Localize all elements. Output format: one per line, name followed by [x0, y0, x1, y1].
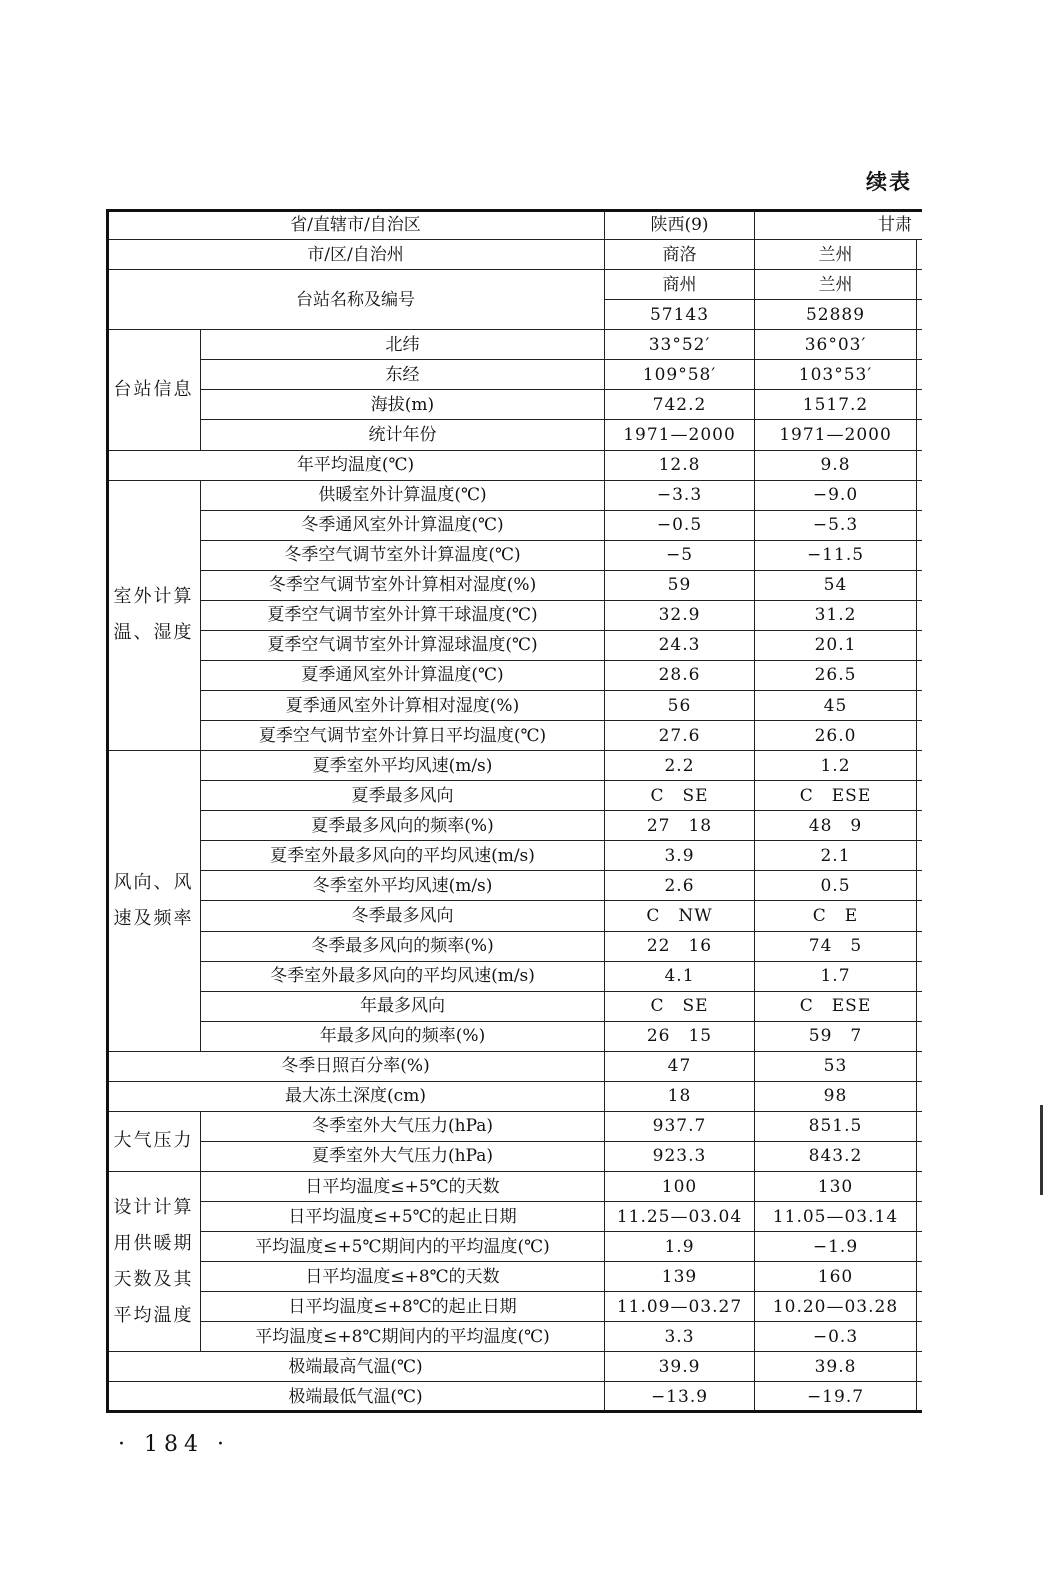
value-cell: 36°03′ [755, 330, 917, 360]
value-cell [917, 841, 923, 871]
group-wind: 风向、风速及频率 [107, 751, 201, 1052]
table-row [107, 1172, 923, 1202]
value-cell: 130 [755, 1172, 917, 1202]
table-row [107, 691, 923, 721]
value-cell: C E [755, 901, 917, 931]
row-label: 年最多风向的频率(%) [201, 1021, 605, 1051]
table-row [107, 991, 923, 1021]
value-cell: C SE [605, 781, 755, 811]
value-cell: C ESE [755, 781, 917, 811]
table-row [107, 510, 923, 540]
value-cell [917, 721, 923, 751]
row-label: 日平均温度≤+5℃的天数 [201, 1172, 605, 1202]
table-row [107, 570, 923, 600]
table-row [107, 751, 923, 781]
value-cell: 12.8 [605, 450, 755, 480]
table-top-border [106, 209, 922, 212]
value-cell [917, 1322, 923, 1352]
group-station-info: 台站信息 [107, 330, 201, 450]
station-1-name: 商州 [605, 270, 755, 300]
table-row [107, 330, 923, 360]
value-cell: 39.8 [755, 1352, 917, 1382]
value-cell: 48 9 [755, 811, 917, 841]
table-row [107, 1322, 923, 1352]
page-number: · 184 · [118, 1432, 230, 1457]
value-cell [917, 390, 923, 420]
value-cell: 160 [755, 1262, 917, 1292]
value-cell: 851.5 [755, 1111, 917, 1141]
value-cell: −3.3 [605, 480, 755, 510]
value-cell [917, 1262, 923, 1292]
value-cell [917, 1141, 923, 1171]
value-cell: 3.9 [605, 841, 755, 871]
value-cell: 1.2 [755, 751, 917, 781]
row-label: 冬季室外最多风向的平均风速(m/s) [201, 961, 605, 991]
value-cell: 18 [605, 1081, 755, 1111]
table-row [107, 420, 923, 450]
row-label: 日平均温度≤+8℃的起止日期 [201, 1292, 605, 1322]
value-cell [917, 691, 923, 721]
table-row [107, 1021, 923, 1051]
value-cell [917, 660, 923, 690]
value-cell [917, 1081, 923, 1111]
value-cell [917, 931, 923, 961]
value-cell: 56 [605, 691, 755, 721]
value-cell: −19.7 [755, 1382, 917, 1413]
value-cell: 1.7 [755, 961, 917, 991]
value-cell: 3.3 [605, 1322, 755, 1352]
row-label: 年最多风向 [201, 991, 605, 1021]
table-row [107, 450, 923, 480]
value-cell: 32.9 [605, 600, 755, 630]
table-row [107, 630, 923, 660]
value-cell: 26.5 [755, 660, 917, 690]
value-cell: −11.5 [755, 540, 917, 570]
value-cell [917, 1021, 923, 1051]
value-cell [917, 811, 923, 841]
value-cell: 2.1 [755, 841, 917, 871]
value-cell: −9.0 [755, 480, 917, 510]
table-row [107, 210, 923, 240]
value-cell [917, 360, 923, 390]
row-label: 极端最高气温(℃) [107, 1352, 605, 1382]
value-cell: 2.6 [605, 871, 755, 901]
city-header: 市/区/自治州 [107, 240, 605, 270]
value-cell: 4.1 [605, 961, 755, 991]
row-label: 夏季空气调节室外计算日平均温度(℃) [201, 721, 605, 751]
row-label: 供暖室外计算温度(℃) [201, 480, 605, 510]
value-cell: −1.9 [755, 1232, 917, 1262]
value-cell: 843.2 [755, 1141, 917, 1171]
value-cell [917, 540, 923, 570]
table-row [107, 901, 923, 931]
row-label: 日平均温度≤+5℃的起止日期 [201, 1202, 605, 1232]
table-row [107, 961, 923, 991]
row-label: 北纬 [201, 330, 605, 360]
value-cell: 11.05—03.14 [755, 1202, 917, 1232]
value-cell: 1971—2000 [605, 420, 755, 450]
row-label: 冬季室外大气压力(hPa) [201, 1111, 605, 1141]
station-2-name: 兰州 [755, 270, 917, 300]
value-cell: −13.9 [605, 1382, 755, 1413]
station-1-code: 57143 [605, 300, 755, 330]
value-cell: 98 [755, 1081, 917, 1111]
table-row [107, 871, 923, 901]
table-row [107, 1081, 923, 1111]
value-cell: 27 18 [605, 811, 755, 841]
value-cell [917, 1232, 923, 1262]
table-row [107, 811, 923, 841]
row-label: 夏季空气调节室外计算干球温度(℃) [201, 600, 605, 630]
value-cell: C ESE [755, 991, 917, 1021]
value-cell [917, 961, 923, 991]
value-cell: 24.3 [605, 630, 755, 660]
scan-edge-mark [1040, 1105, 1043, 1195]
table-row [107, 1141, 923, 1171]
value-cell: C NW [605, 901, 755, 931]
row-label: 夏季最多风向的频率(%) [201, 811, 605, 841]
table-row [107, 841, 923, 871]
table-left-border [106, 209, 109, 1413]
value-cell: 923.3 [605, 1141, 755, 1171]
table-row [107, 1292, 923, 1322]
value-cell: 33°52′ [605, 330, 755, 360]
station-2-code: 52889 [755, 300, 917, 330]
climate-data-table [106, 209, 922, 1413]
row-label: 夏季通风室外计算温度(℃) [201, 660, 605, 690]
value-cell [917, 1051, 923, 1081]
value-cell: 47 [605, 1051, 755, 1081]
row-label: 夏季室外最多风向的平均风速(m/s) [201, 841, 605, 871]
row-label: 冬季最多风向的频率(%) [201, 931, 605, 961]
value-cell [917, 1352, 923, 1382]
value-cell: 0.5 [755, 871, 917, 901]
row-label: 夏季通风室外计算相对湿度(%) [201, 691, 605, 721]
value-cell: 22 16 [605, 931, 755, 961]
table-row [107, 1111, 923, 1141]
value-cell: 11.09—03.27 [605, 1292, 755, 1322]
table-row [107, 360, 923, 390]
group-heating: 设计计算用供暖期天数及其平均温度 [107, 1172, 201, 1352]
value-cell [917, 1382, 923, 1413]
value-cell: 937.7 [605, 1111, 755, 1141]
value-cell [917, 480, 923, 510]
value-cell [917, 901, 923, 931]
row-label: 最大冻土深度(cm) [107, 1081, 605, 1111]
row-label: 平均温度≤+8℃期间内的平均温度(℃) [201, 1322, 605, 1352]
station-1-province: 陕西(9) [605, 210, 755, 240]
value-cell: 45 [755, 691, 917, 721]
value-cell [917, 330, 923, 360]
value-cell: 139 [605, 1262, 755, 1292]
value-cell: 11.25—03.04 [605, 1202, 755, 1232]
table-row [107, 721, 923, 751]
row-label: 冬季最多风向 [201, 901, 605, 931]
value-cell [917, 751, 923, 781]
table-row [107, 1232, 923, 1262]
province-header: 省/直辖市/自治区 [107, 210, 605, 240]
value-cell: 59 7 [755, 1021, 917, 1051]
table-row [107, 931, 923, 961]
value-cell: 26 15 [605, 1021, 755, 1051]
row-label: 极端最低气温(℃) [107, 1382, 605, 1413]
value-cell: 1517.2 [755, 390, 917, 420]
row-label: 夏季最多风向 [201, 781, 605, 811]
row-label: 年平均温度(℃) [107, 450, 605, 480]
table-row [107, 390, 923, 420]
continued-table-label: 续表 [866, 170, 912, 194]
group-outdoor-calc: 室外计算温、湿度 [107, 480, 201, 751]
value-cell: 9.8 [755, 450, 917, 480]
value-cell: 53 [755, 1051, 917, 1081]
row-label: 日平均温度≤+8℃的天数 [201, 1262, 605, 1292]
value-cell: −0.3 [755, 1322, 917, 1352]
row-label: 冬季日照百分率(%) [107, 1051, 605, 1081]
row-label: 冬季室外平均风速(m/s) [201, 871, 605, 901]
row-label: 冬季空气调节室外计算相对湿度(%) [201, 570, 605, 600]
value-cell: −5 [605, 540, 755, 570]
table-row [107, 1202, 923, 1232]
table-row [107, 1382, 923, 1413]
table-row [107, 1051, 923, 1081]
value-cell: 2.2 [605, 751, 755, 781]
value-cell [917, 1172, 923, 1202]
group-pressure: 大气压力 [107, 1111, 201, 1171]
value-cell [917, 1111, 923, 1141]
value-cell [917, 420, 923, 450]
value-cell: 28.6 [605, 660, 755, 690]
value-cell [917, 1202, 923, 1232]
row-label: 平均温度≤+5℃期间内的平均温度(℃) [201, 1232, 605, 1262]
climate-table-wrapper [106, 209, 922, 1413]
value-cell: 20.1 [755, 630, 917, 660]
station-2-province: 甘肃 [755, 210, 923, 240]
table-row [107, 781, 923, 811]
table-bottom-border [106, 1410, 922, 1413]
value-cell: 74 5 [755, 931, 917, 961]
value-cell: 27.6 [605, 721, 755, 751]
value-cell [917, 600, 923, 630]
table-row [107, 660, 923, 690]
table-row [107, 600, 923, 630]
value-cell: 109°58′ [605, 360, 755, 390]
value-cell: 26.0 [755, 721, 917, 751]
value-cell: 103°53′ [755, 360, 917, 390]
value-cell [917, 991, 923, 1021]
value-cell: 54 [755, 570, 917, 600]
value-cell: 1.9 [605, 1232, 755, 1262]
value-cell: 742.2 [605, 390, 755, 420]
station-1-city: 商洛 [605, 240, 755, 270]
value-cell: 100 [605, 1172, 755, 1202]
value-cell [917, 510, 923, 540]
value-cell: 31.2 [755, 600, 917, 630]
row-label: 夏季室外平均风速(m/s) [201, 751, 605, 781]
row-label: 冬季空气调节室外计算温度(℃) [201, 540, 605, 570]
row-label: 夏季室外大气压力(hPa) [201, 1141, 605, 1171]
table-row [107, 240, 923, 270]
row-label: 冬季通风室外计算温度(℃) [201, 510, 605, 540]
station-3-city [917, 240, 923, 270]
value-cell [917, 781, 923, 811]
table-row [107, 1262, 923, 1292]
value-cell [917, 871, 923, 901]
value-cell [917, 450, 923, 480]
table-row [107, 270, 923, 300]
station-3-name [917, 270, 923, 300]
station-3-code [917, 300, 923, 330]
value-cell [917, 630, 923, 660]
table-row [107, 480, 923, 510]
value-cell [917, 1292, 923, 1322]
value-cell: 10.20—03.28 [755, 1292, 917, 1322]
value-cell: −0.5 [605, 510, 755, 540]
value-cell [917, 570, 923, 600]
table-row [107, 540, 923, 570]
row-label: 海拔(m) [201, 390, 605, 420]
value-cell: 1971—2000 [755, 420, 917, 450]
station-2-city: 兰州 [755, 240, 917, 270]
row-label: 夏季空气调节室外计算湿球温度(℃) [201, 630, 605, 660]
station-header: 台站名称及编号 [107, 270, 605, 330]
row-label: 统计年份 [201, 420, 605, 450]
value-cell: 39.9 [605, 1352, 755, 1382]
row-label: 东经 [201, 360, 605, 390]
value-cell: C SE [605, 991, 755, 1021]
value-cell: −5.3 [755, 510, 917, 540]
table-row [107, 1352, 923, 1382]
value-cell: 59 [605, 570, 755, 600]
